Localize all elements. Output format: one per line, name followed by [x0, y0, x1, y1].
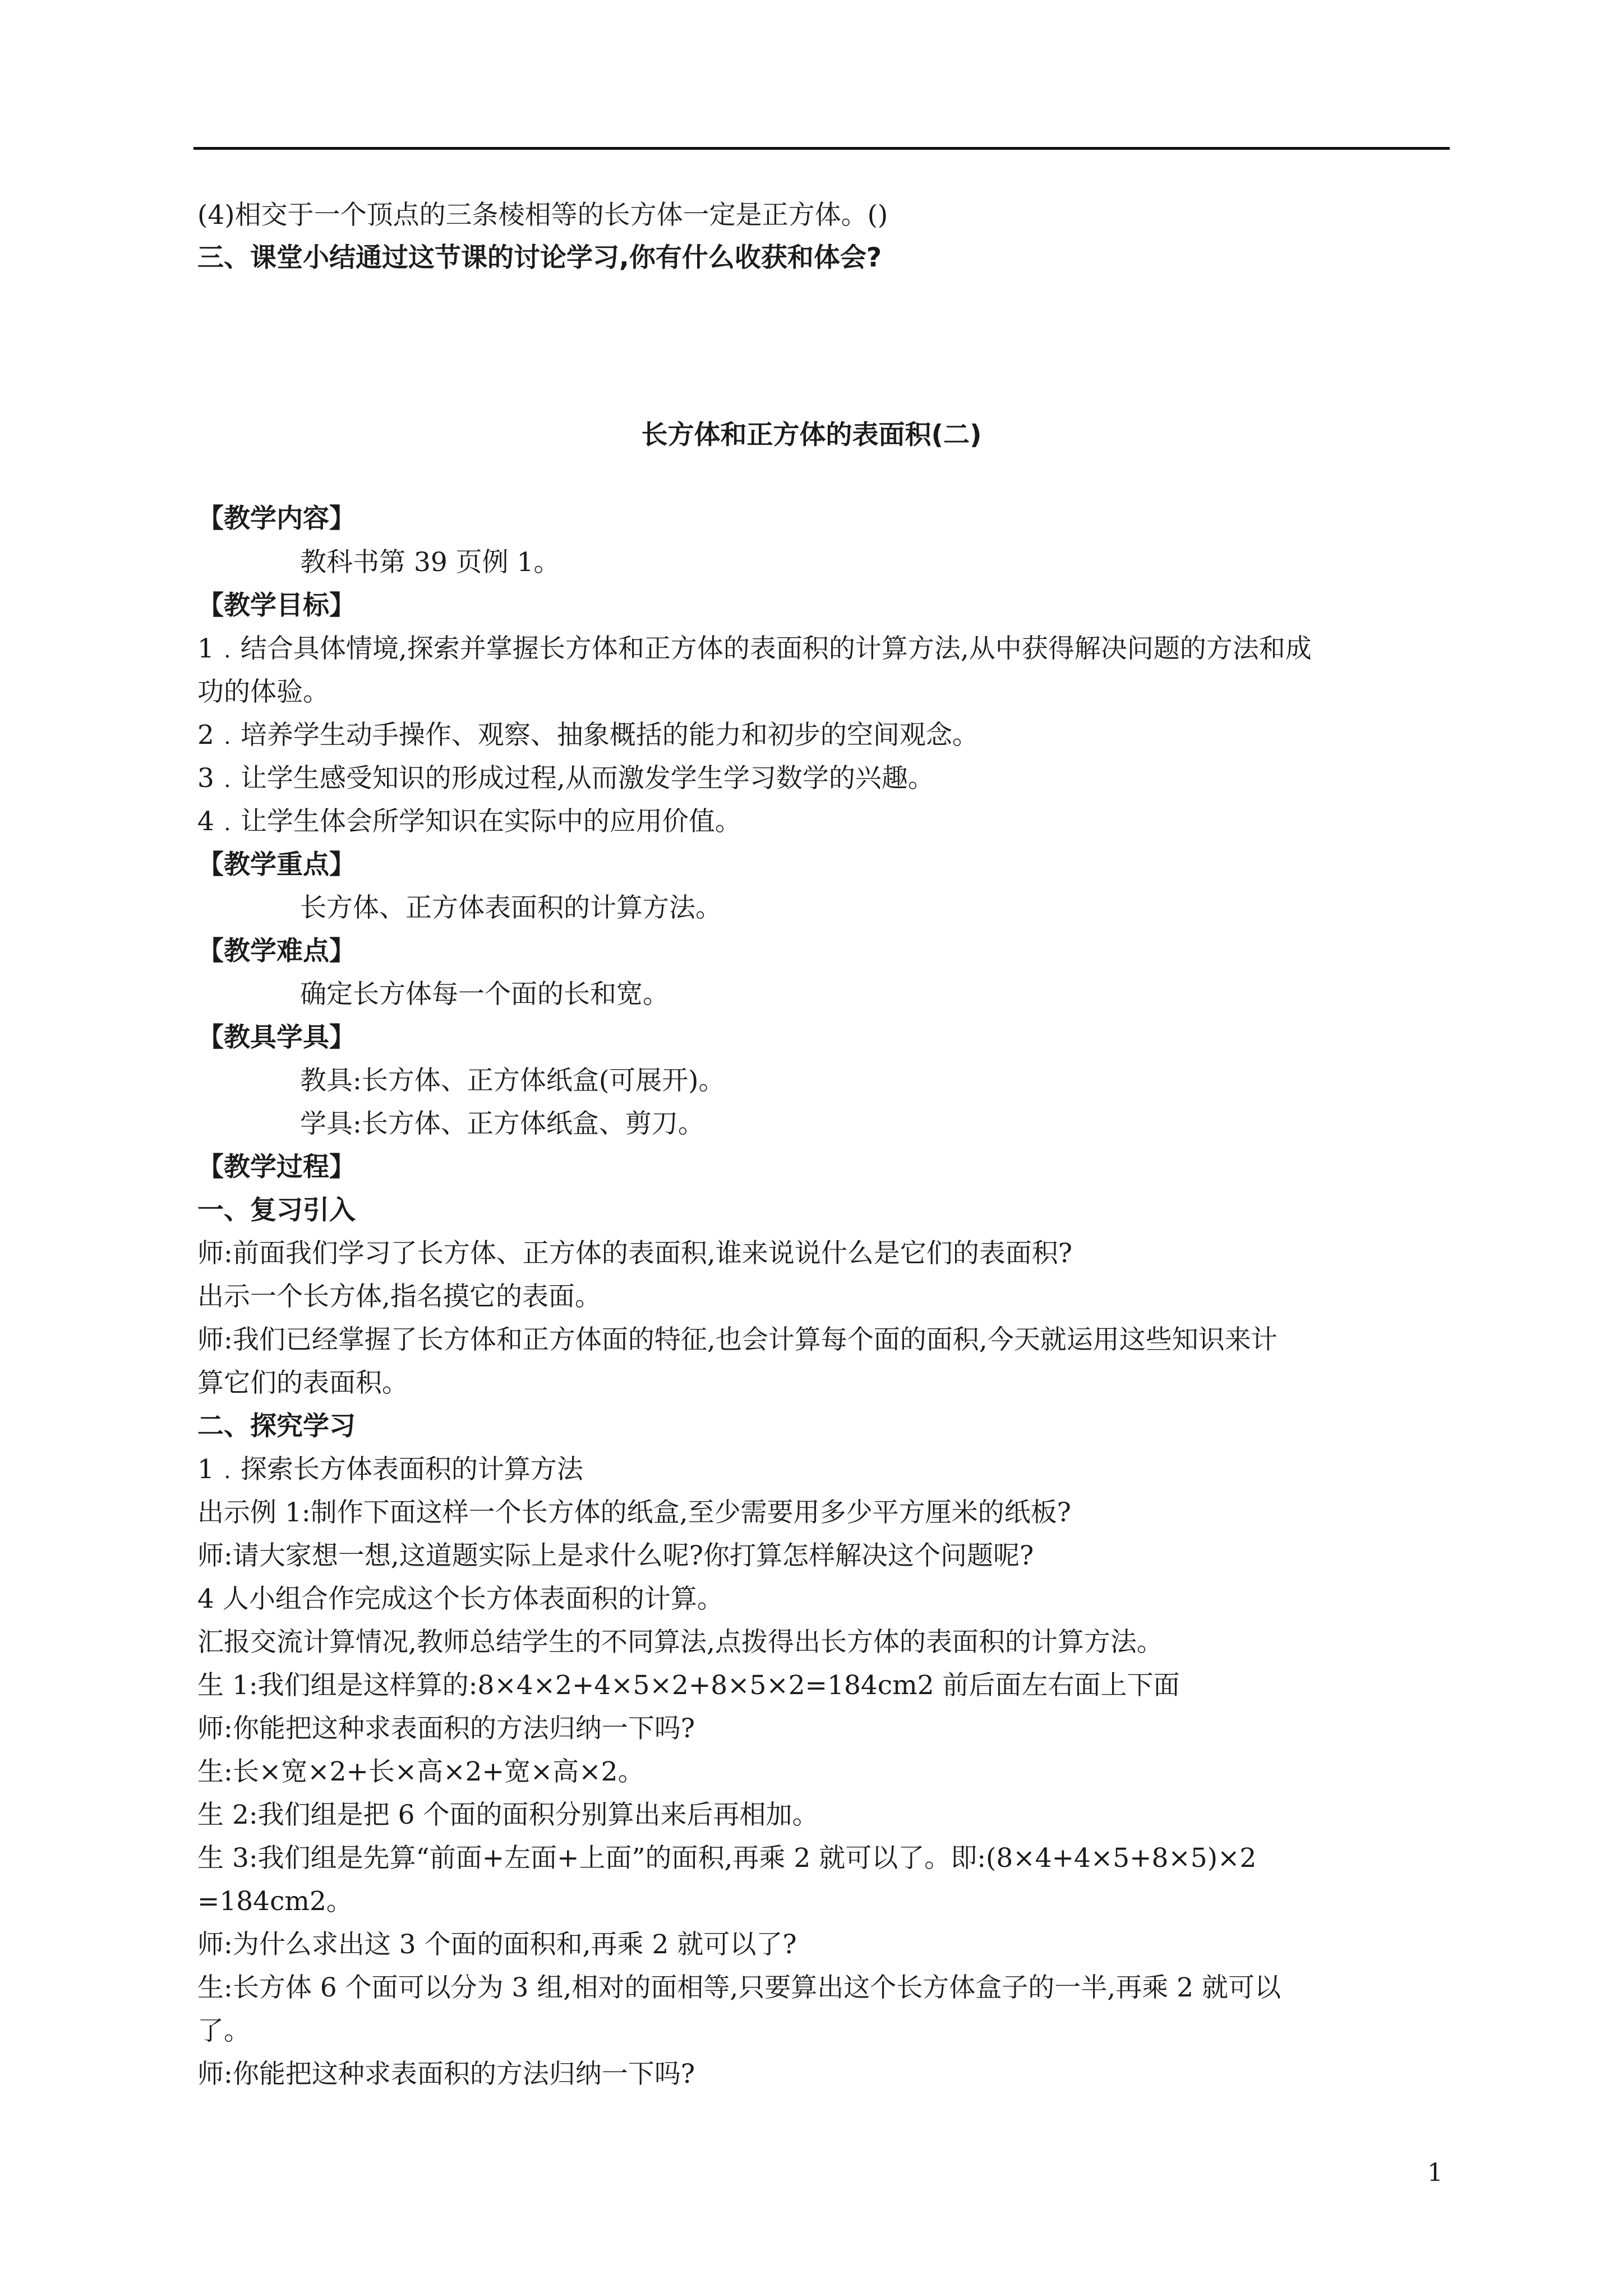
- summary-heading: 三、课堂小结通过这节课的讨论学习,你有什么收获和体会?: [197, 242, 882, 273]
- explore-line-4: 4 人小组合作完成这个长方体表面积的计算。: [197, 1584, 723, 1614]
- explore-line-8: 生:长×宽×2+长×高×2+宽×高×2。: [197, 1756, 644, 1787]
- difficult-point-text: 确定长方体每一个面的长和宽。: [300, 979, 669, 1010]
- teaching-goal-3: 3﹒让学生感受知识的形成过程,从而激发学生学习数学的兴趣。: [197, 763, 934, 794]
- explore-line-6: 生 1:我们组是这样算的:8×4×2+4×5×2+8×5×2=184cm2 前后面左右面上下面: [197, 1670, 1180, 1701]
- explore-line-11: =184cm2。: [197, 1886, 353, 1917]
- key-point-heading: 【教学重点】: [197, 849, 356, 880]
- explore-line-2: 出示例 1:制作下面这样一个长方体的纸盒,至少需要用多少平方厘米的纸板?: [197, 1497, 1071, 1528]
- review-line-3: 师:我们已经掌握了长方体和正方体面的特征,也会计算每个面的面积,今天就运用这些知识来计: [197, 1324, 1278, 1355]
- key-point-text: 长方体、正方体表面积的计算方法。: [300, 892, 722, 923]
- explore-line-3: 师:请大家想一想,这道题实际上是求什么呢?你打算怎样解决这个问题呢?: [197, 1540, 1034, 1571]
- difficult-point-heading: 【教学难点】: [197, 936, 356, 967]
- teaching-aids-heading: 【教具学具】: [197, 1022, 356, 1053]
- student-aids-text: 学具:长方体、正方体纸盒、剪刀。: [300, 1108, 704, 1139]
- explore-line-15: 师:你能把这种求表面积的方法归纳一下吗?: [197, 2059, 695, 2090]
- teaching-content-text: 教科书第 39 页例 1。: [300, 547, 560, 578]
- teacher-aids-text: 教具:长方体、正方体纸盒(可展开)。: [300, 1065, 725, 1096]
- explore-line-1: 1﹒探索长方体表面积的计算方法: [197, 1454, 583, 1485]
- explore-line-5: 汇报交流计算情况,教师总结学生的不同算法,点拨得出长方体的表面积的计算方法。: [197, 1627, 1163, 1658]
- review-line-1: 师:前面我们学习了长方体、正方体的表面积,谁来说说什么是它们的表面积?: [197, 1238, 1072, 1269]
- explore-line-12: 师:为什么求出这 3 个面的面积和,再乘 2 就可以了?: [197, 1929, 797, 1960]
- lesson-title: 长方体和正方体的表面积(二): [641, 420, 982, 450]
- review-heading: 一、复习引入: [197, 1195, 356, 1226]
- explore-heading: 二、探究学习: [197, 1411, 356, 1442]
- review-line-4: 算它们的表面积。: [197, 1368, 408, 1398]
- teaching-goal-2: 2﹒培养学生动手操作、观察、抽象概括的能力和初步的空间观念。: [197, 720, 979, 751]
- explore-line-14: 了。: [197, 2016, 250, 2046]
- teaching-content-heading: 【教学内容】: [197, 503, 356, 534]
- judge-item-4: (4)相交于一个顶点的三条棱相等的长方体一定是正方体。(): [197, 200, 888, 231]
- explore-line-9: 生 2:我们组是把 6 个面的面积分别算出来后再相加。: [197, 1800, 819, 1830]
- review-line-2: 出示一个长方体,指名摸它的表面。: [197, 1281, 601, 1312]
- explore-line-7: 师:你能把这种求表面积的方法归纳一下吗?: [197, 1713, 695, 1744]
- page-number: 1: [1427, 2159, 1443, 2187]
- teaching-goals-heading: 【教学目标】: [197, 590, 356, 621]
- explore-line-13: 生:长方体 6 个面可以分为 3 组,相对的面相等,只要算出这个长方体盒子的一半,再乘 2 就可以: [197, 1972, 1281, 2003]
- explore-line-10: 生 3:我们组是先算“前面+左面+上面”的面积,再乘 2 就可以了。即:(8×4+4×5+8×5)×2: [197, 1843, 1257, 1874]
- header-rule: [193, 147, 1450, 150]
- teaching-goal-1-continued: 功的体验。: [197, 677, 329, 707]
- process-heading: 【教学过程】: [197, 1152, 356, 1182]
- teaching-goal-1: 1﹒结合具体情境,探索并掌握长方体和正方体的表面积的计算方法,从中获得解决问题的方法和成: [197, 633, 1312, 664]
- teaching-goal-4: 4﹒让学生体会所学知识在实际中的应用价值。: [197, 806, 741, 837]
